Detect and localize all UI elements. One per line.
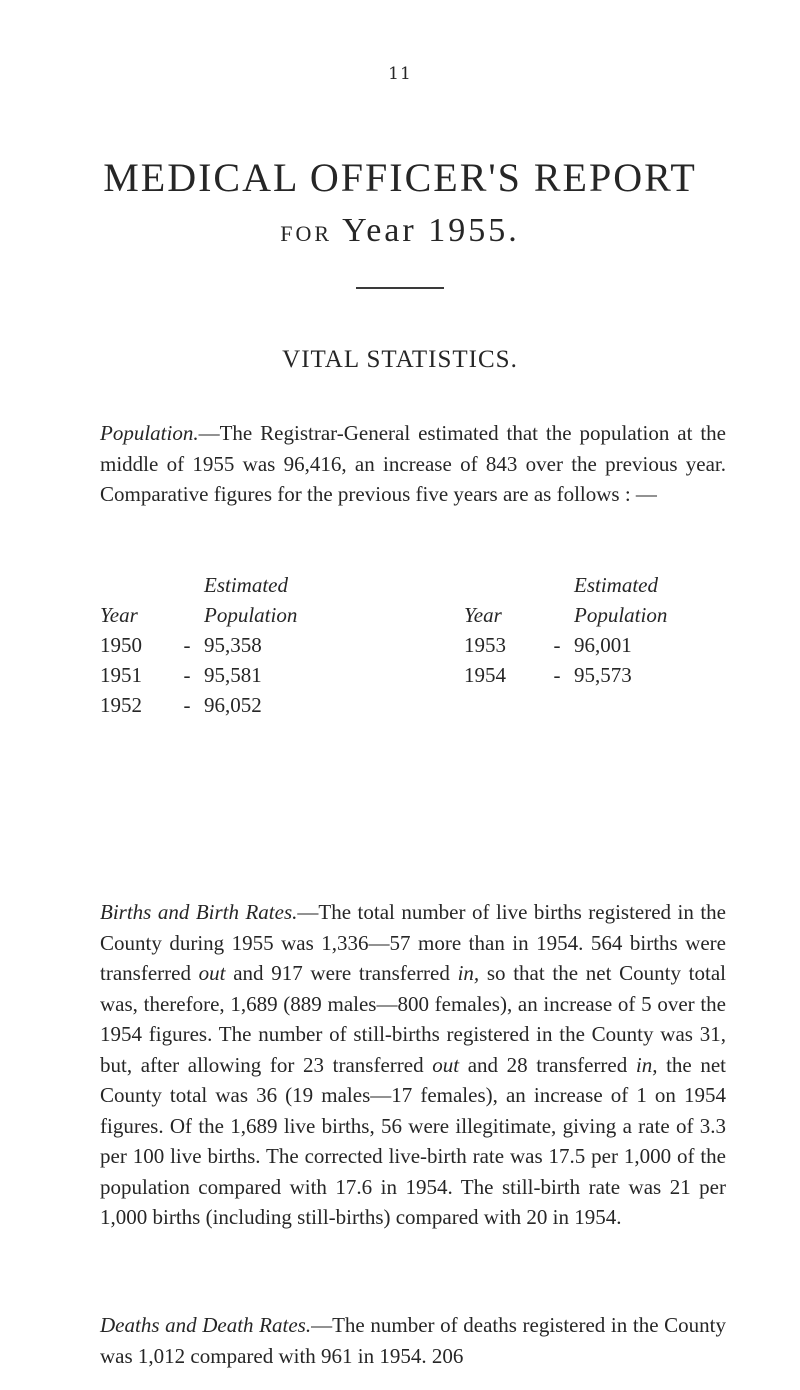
dash-cell: - (183, 692, 191, 717)
year-cell: 1951 (100, 662, 142, 687)
emphasis-in: in, (635, 1052, 658, 1077)
title-divider (356, 287, 444, 289)
population-cell: 96,052 (204, 692, 262, 717)
deaths-heading: Deaths and Death Rates. (100, 1313, 312, 1337)
deaths-text: —The number of deaths registered in the County was 1,012 compared with 961 in 1954. 206 (100, 1313, 726, 1368)
population-cell: 95,358 (204, 632, 262, 657)
year-cell: 1954 (464, 662, 506, 687)
col-header-population: Population (204, 602, 298, 627)
population-cell: 95,581 (204, 662, 262, 687)
subtitle-prefix: FOR (280, 221, 333, 246)
population-cell: 95,573 (574, 662, 632, 687)
births-heading: Births and Birth Rates. (100, 900, 298, 924)
section-heading: VITAL STATISTICS. (282, 346, 518, 373)
dash-cell: - (553, 662, 561, 687)
table-row (100, 630, 724, 660)
population-text: —The Registrar-General estimated that the population at the middle of 1955 was 96,416, an increase of 843 over the previous year. Comparative figures for the previous five years are as follows : — (100, 421, 726, 506)
col-header-year: Year (100, 602, 138, 627)
dash-cell: - (553, 632, 561, 657)
year-cell: 1950 (100, 632, 142, 657)
emphasis-in: in, (457, 961, 480, 985)
page-number: 11 (388, 64, 412, 84)
table-row (100, 690, 724, 720)
births-text: and 917 were transferred (225, 961, 458, 985)
report-subtitle (0, 212, 800, 250)
population-table (100, 570, 724, 720)
col-header-estimated: Estimated (574, 572, 658, 597)
deaths-paragraph (100, 1310, 726, 1371)
col-header-year: Year (464, 602, 502, 627)
report-title: MEDICAL OFFICER'S REPORT (103, 155, 697, 200)
dash-cell: - (183, 632, 191, 657)
table-row (100, 660, 724, 690)
subtitle-year: Year 1955. (342, 212, 520, 249)
dash-cell: - (183, 662, 191, 687)
emphasis-out: out (198, 961, 226, 985)
col-header-population: Population (574, 602, 668, 627)
population-paragraph (100, 418, 726, 510)
births-text: —The total number of live births registered in the County during 1955 was 1,336—57 more than in 1954. 564 births were transferred (100, 900, 727, 985)
births-paragraph (100, 897, 726, 1233)
emphasis-out: out (432, 1052, 460, 1077)
population-cell: 96,001 (574, 632, 632, 657)
population-heading: Population. (100, 421, 199, 445)
col-header-estimated: Estimated (204, 572, 288, 597)
births-text: the net County total was 36 (19 males—17 females), an increase of 1 on 1954 figures. Of the 1,689 live births, 56 were illegitimate, giving a rate of 3.3 per 100 live births. The corrected live-birth rate was 17.5 per 1,000 of the population compared with 17.6 in 1954. The still-birth rate was 21 per 1,000 births (including still-births) compared with 20 in 1954. (100, 1052, 727, 1229)
year-cell: 1953 (464, 632, 506, 657)
year-cell: 1952 (100, 692, 142, 717)
births-text: and 28 transferred (459, 1052, 636, 1077)
births-text: so that the net County total was, therefore, 1,689 (889 males—800 females), an increase of 5 over the 1954 figures. The number of still-births registered in the County was 31, but, after allowing for 23 transferred (100, 961, 726, 1077)
